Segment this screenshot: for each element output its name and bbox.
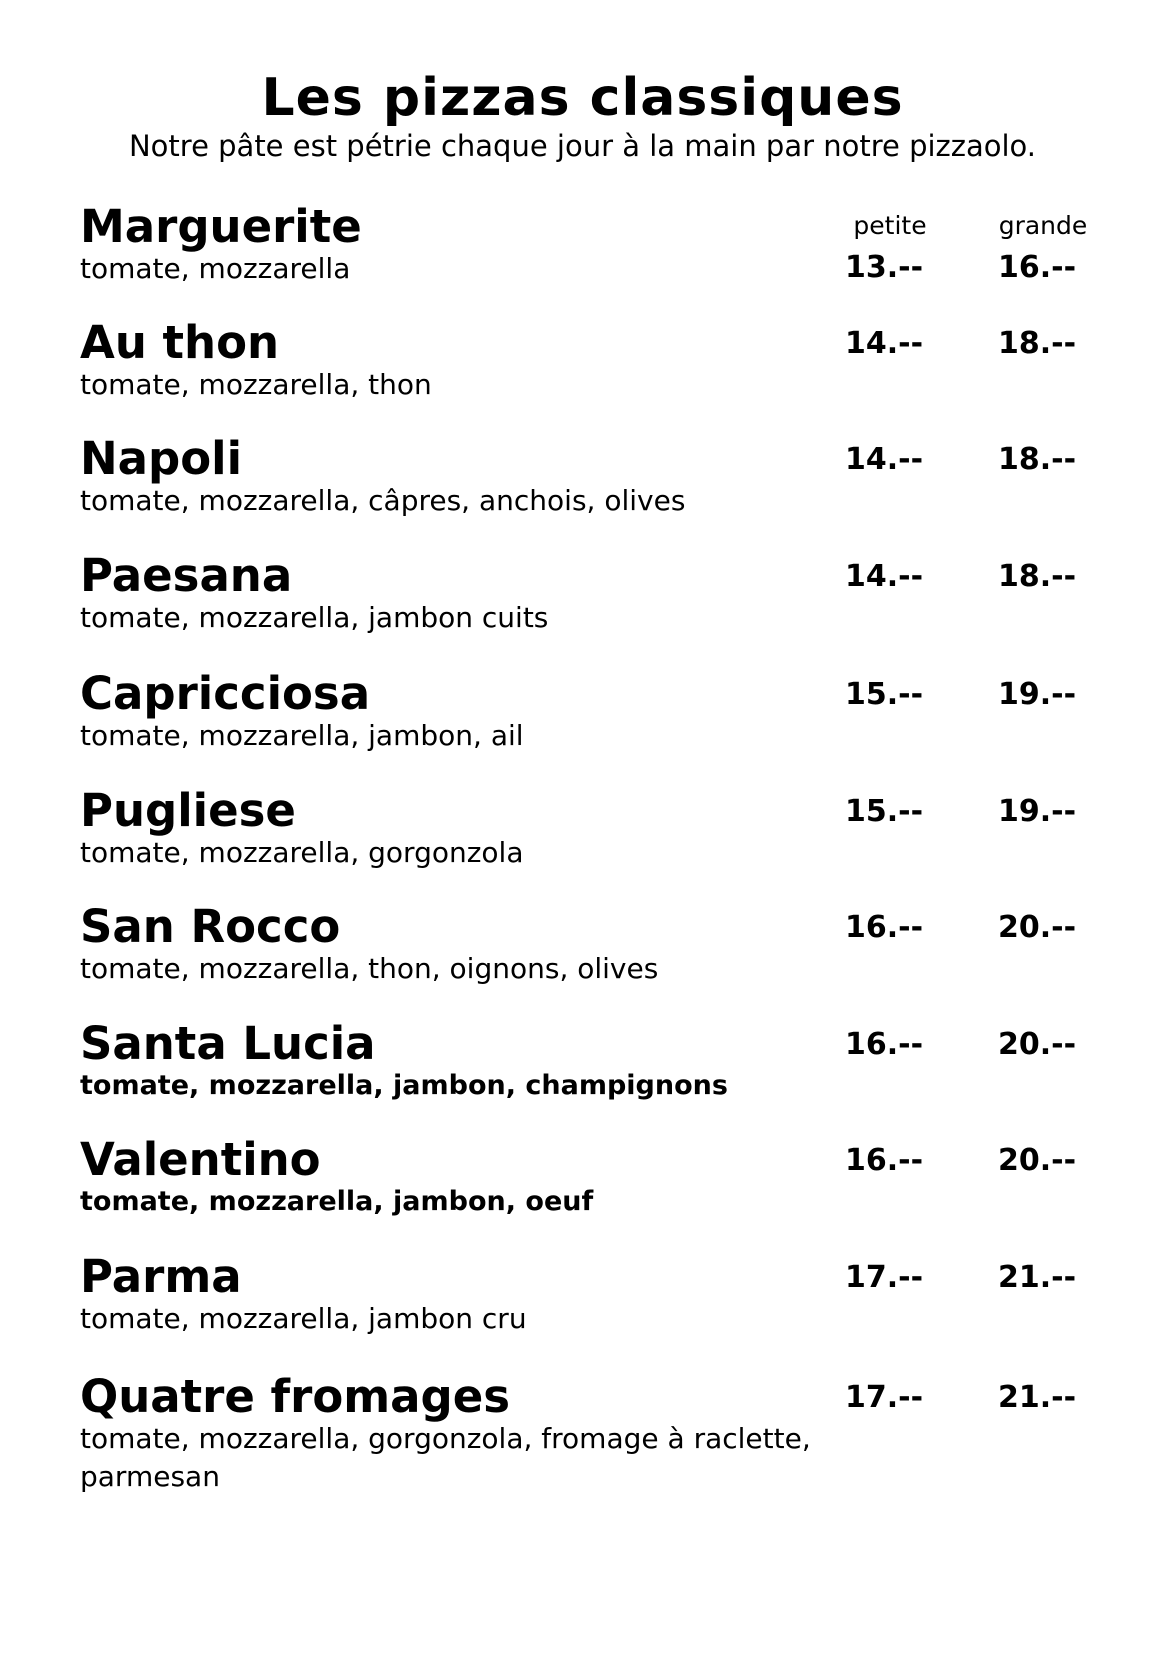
price-small: 17.-- bbox=[845, 1380, 924, 1415]
price-large: 20.-- bbox=[998, 1143, 1077, 1178]
price-small: 14.-- bbox=[845, 326, 924, 361]
price-small: 17.-- bbox=[845, 1260, 924, 1295]
pizza-ingredients: tomate, mozzarella, thon, oignons, olives bbox=[80, 952, 659, 985]
pizza-name: Santa Lucia bbox=[80, 1017, 376, 1070]
price-large: 18.-- bbox=[998, 559, 1077, 594]
price-large: 18.-- bbox=[998, 442, 1077, 477]
price-large: 21.-- bbox=[998, 1380, 1077, 1415]
pizza-name: San Rocco bbox=[80, 900, 341, 953]
pizza-ingredients: tomate, mozzarella, jambon, ail bbox=[80, 719, 524, 752]
price-large: 19.-- bbox=[998, 677, 1077, 712]
price-large: 16.-- bbox=[998, 250, 1077, 285]
pizza-ingredients: tomate, mozzarella, gorgonzola bbox=[80, 836, 524, 869]
pizza-name: Parma bbox=[80, 1250, 242, 1303]
pizza-name: Quatre fromages bbox=[80, 1370, 511, 1423]
pizza-ingredients: tomate, mozzarella, jambon, oeuf bbox=[80, 1186, 594, 1217]
price-small: 16.-- bbox=[845, 910, 924, 945]
pizza-ingredients: tomate, mozzarella, câpres, anchois, olives bbox=[80, 484, 686, 517]
pizza-ingredients: tomate, mozzarella, jambon, champignons bbox=[80, 1070, 728, 1101]
page-subtitle: Notre pâte est pétrie chaque jour à la main par notre pizzaolo. bbox=[128, 129, 1037, 163]
pizza-name: Pugliese bbox=[80, 784, 296, 837]
price-small: 16.-- bbox=[845, 1027, 924, 1062]
size-header-large: grande bbox=[998, 211, 1088, 240]
size-header-small: petite bbox=[853, 211, 927, 240]
pizza-ingredients: tomate, mozzarella, jambon cuits bbox=[80, 601, 549, 634]
price-small: 16.-- bbox=[845, 1143, 924, 1178]
pizza-name: Capricciosa bbox=[80, 667, 371, 720]
pizza-name: Marguerite bbox=[80, 200, 362, 253]
price-large: 20.-- bbox=[998, 910, 1077, 945]
price-small: 14.-- bbox=[845, 559, 924, 594]
price-large: 21.-- bbox=[998, 1260, 1077, 1295]
price-large: 20.-- bbox=[998, 1027, 1077, 1062]
pizza-ingredients: tomate, mozzarella bbox=[80, 252, 351, 285]
price-small: 15.-- bbox=[845, 677, 924, 712]
price-large: 19.-- bbox=[998, 794, 1077, 829]
price-small: 15.-- bbox=[845, 794, 924, 829]
price-large: 18.-- bbox=[998, 326, 1077, 361]
page-title: Les pizzas classiques bbox=[261, 68, 904, 128]
pizza-name: Paesana bbox=[80, 549, 293, 602]
price-small: 13.-- bbox=[845, 250, 924, 285]
pizza-name: Au thon bbox=[80, 316, 280, 369]
pizza-ingredients: tomate, mozzarella, gorgonzola, fromage à raclette, parmesan bbox=[80, 1422, 811, 1493]
pizza-ingredients: tomate, mozzarella, jambon cru bbox=[80, 1302, 527, 1335]
pizza-name: Valentino bbox=[80, 1133, 321, 1186]
pizza-name: Napoli bbox=[80, 432, 243, 485]
price-small: 14.-- bbox=[845, 442, 924, 477]
pizza-ingredients: tomate, mozzarella, thon bbox=[80, 368, 432, 401]
